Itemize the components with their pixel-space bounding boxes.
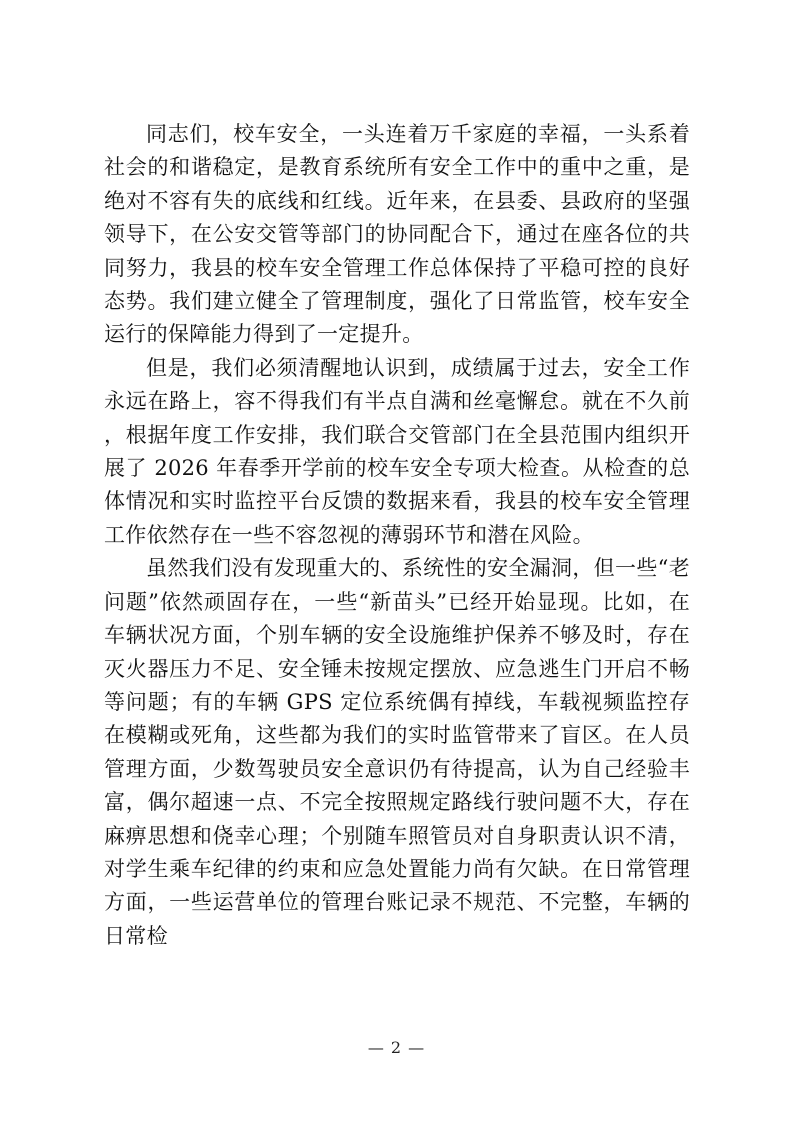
paragraph-1: 同志们，校车安全，一头连着万千家庭的幸福，一头系着社会的和谐稳定，是教育系统所有安全工作中的重中之重，是绝对不容有失的底线和红线。近年来，在县委、县政府的坚强领导下，在公安交管等部门的协同配合下，通过在座各位的共同努力，我县的校车安全管理工作总体保持了平稳可控的良好态势。我们建立健全了管理制度，强化了日常监管，校车安全运行的保障能力得到了一定提升。 (104, 122, 690, 347)
body-text (104, 118, 690, 953)
paragraph-3: 虽然我们没有发现重大的、系统性的安全漏洞，但一些“老问题”依然顽固存在，一些“新苗头”已经开始显现。比如，在车辆状况方面，个别车辆的安全设施维护保养不够及时，存在灭火器压力不足、安全锤未按规定摆放、应急逃生门开启不畅等问题；有的车辆 GPS 定位系统偶有掉线，车载视频监控存在模糊或死角，这些都为我们的实时监管带来了盲区。在人员管理方面，少数驾驶员安全意识仍有待提高，认为自己经验丰富，偶尔超速一点、不完全按照规定路线行驶问题不大，存在麻痹思想和侥幸心理；个别随车照管员对自身职责认识不清，对学生乘车纪律的约束和应急处置能力尚有欠缺。在日常管理方面，一些运营单位的管理台账记录不规范、不完整，车辆的日常检 (104, 556, 690, 948)
page-number: — 2 — (367, 1038, 426, 1057)
paragraph-2: 但是，我们必须清醒地认识到，成绩属于过去，安全工作永远在路上，容不得我们有半点自满和丝毫懈怠。就在不久前，根据年度工作安排，我们联合交管部门在全县范围内组织开展了 2026 年春季开学前的校车安全专项大检查。从检查的总体情况和实时监控平台反馈的数据来看，我县的校车安全管理工作依然存在一些不容忽视的薄弱环节和潜在风险。 (104, 355, 690, 547)
